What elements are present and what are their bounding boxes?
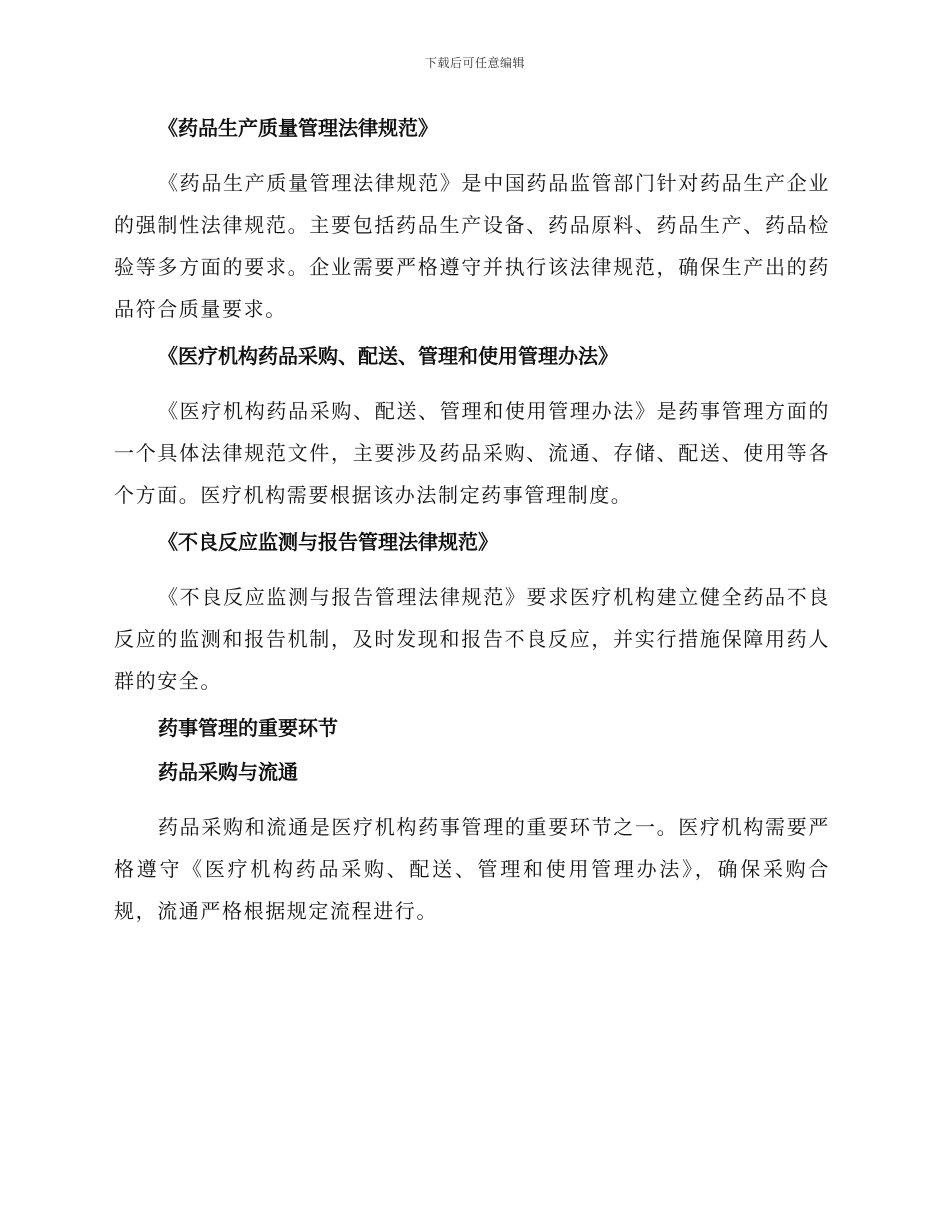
section-heading-procurement-distribution: 《医疗机构药品采购、配送、管理和使用管理办法》	[158, 344, 618, 368]
section-paragraph-adverse-reaction: 《不良反应监测与报告管理法律规范》要求医疗机构建立健全药品不良反应的监测和报告机制，及时发现和报告不良反应，并实行措施保障用药人群的安全。	[114, 585, 830, 693]
section-paragraph-procurement-distribution: 《医疗机构药品采购、配送、管理和使用管理办法》是药事管理方面的一个具体法律规范文件，主要涉及药品采购、流通、存储、配送、使用等各个方面。医疗机构需要根据该办法制定药事管理制度。	[114, 399, 830, 507]
section-heading-adverse-reaction: 《不良反应监测与报告管理法律规范》	[158, 530, 498, 554]
document-body	[114, 112, 830, 942]
section-heading-procurement-circulation: 药品采购与流通	[158, 760, 298, 784]
header-note: 下载后可任意编辑	[424, 56, 525, 70]
section-heading-key-links: 药事管理的重要环节	[158, 716, 338, 740]
section-heading-drug-production-quality: 《药品生产质量管理法律规范》	[158, 116, 438, 140]
section-paragraph-procurement-circulation: 药品采购和流通是医疗机构药事管理的重要环节之一。医疗机构需要严格遵守《医疗机构药品采购、配送、管理和使用管理办法》，确保采购合规，流通严格根据规定流程进行。	[114, 815, 830, 923]
section-paragraph-drug-production-quality: 《药品生产质量管理法律规范》是中国药品监管部门针对药品生产企业的强制性法律规范。主要包括药品生产设备、药品原料、药品生产、药品检验等多方面的要求。企业需要严格遵守并执行该法律规范，确保生产出的药品符合质量要求。	[114, 171, 830, 321]
